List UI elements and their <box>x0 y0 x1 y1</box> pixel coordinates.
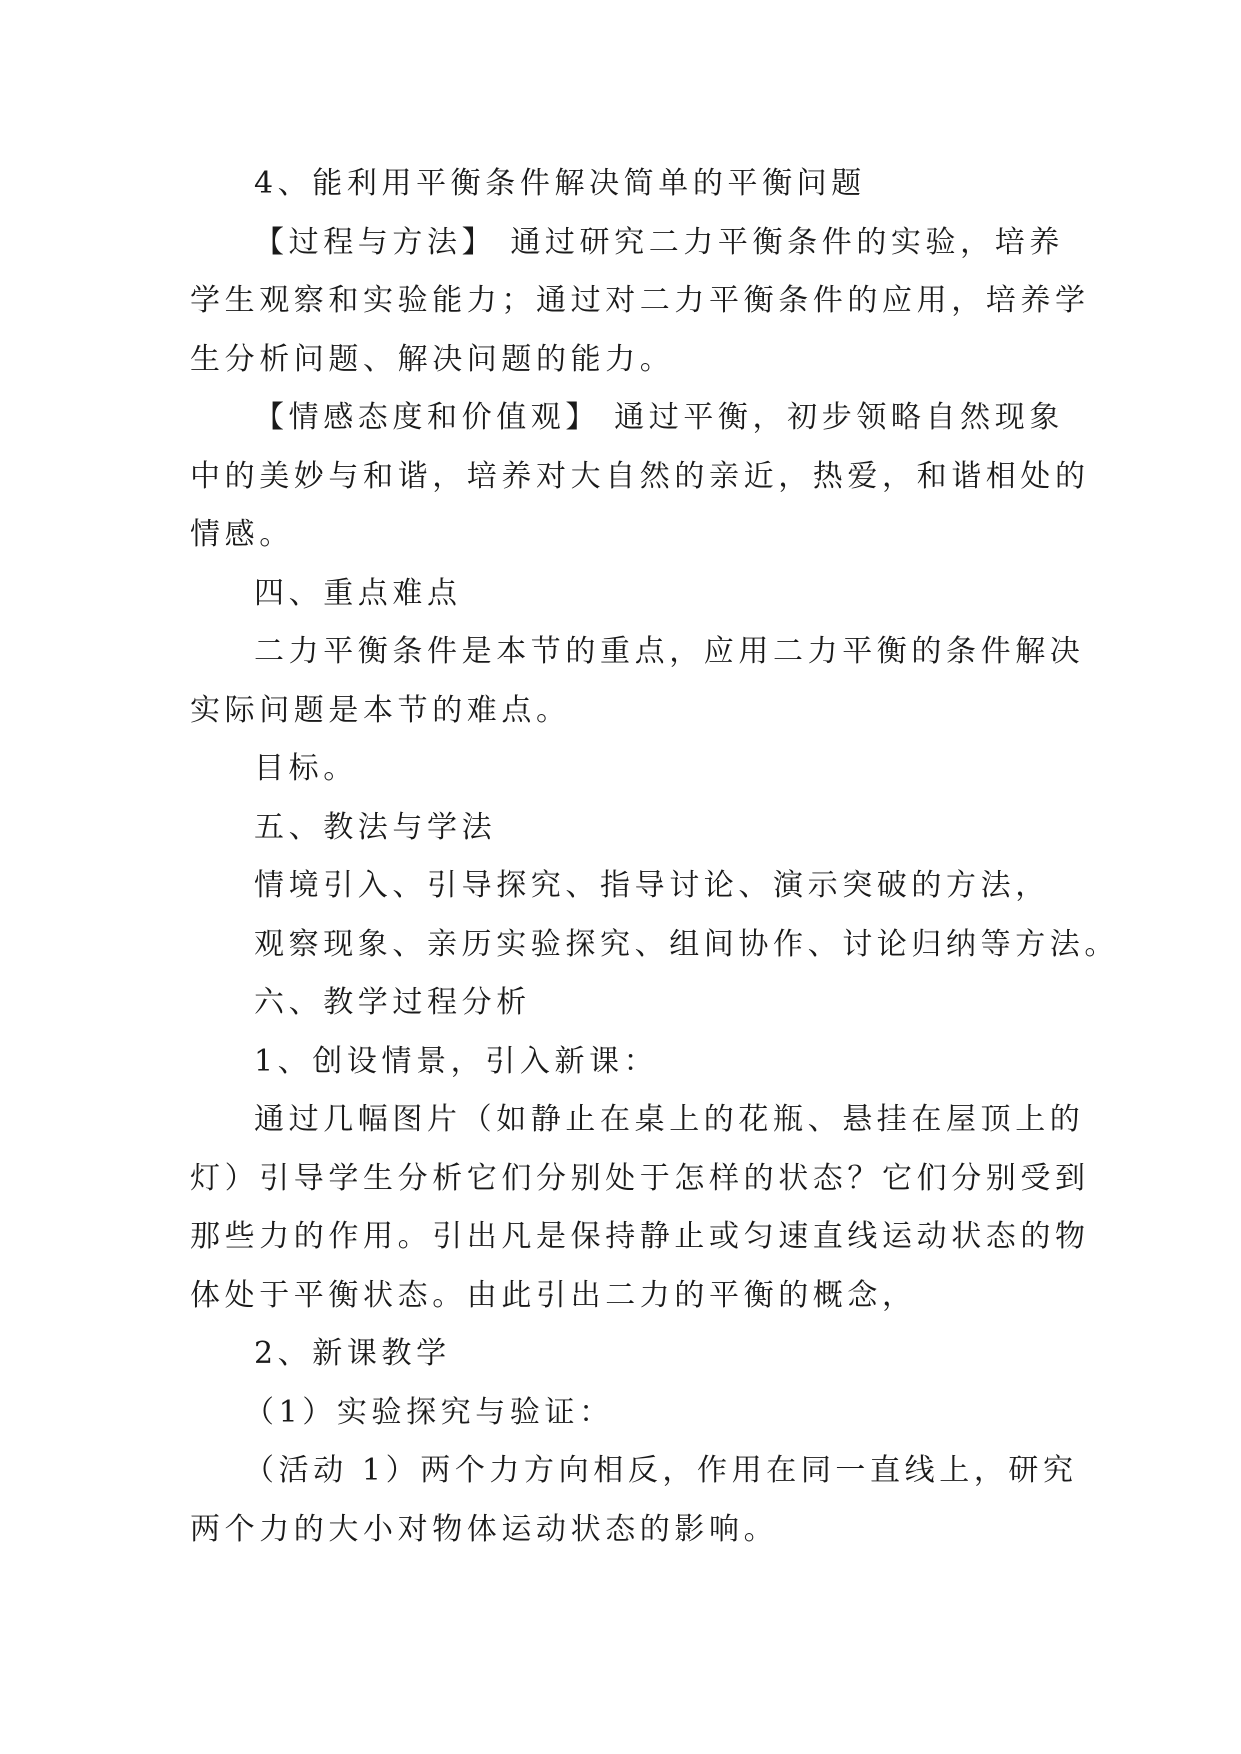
paragraph-line: 观察现象、亲历实验探究、组间协作、讨论归纳等方法。 <box>254 926 1119 962</box>
paragraph-line: 【过程与方法】 通过研究二力平衡条件的实验，培养 <box>254 224 1064 260</box>
paragraph-line: 两个力的大小对物体运动状态的影响。 <box>190 1511 779 1547</box>
document-body <box>190 155 1119 1559</box>
paragraph-line: 实际问题是本节的难点。 <box>190 692 571 728</box>
paragraph-line: 4、能利用平衡条件解决简单的平衡问题 <box>254 166 866 201</box>
paragraph-line: 目标。 <box>254 751 358 786</box>
subsection-heading: 1、创设情景，引入新课： <box>254 1043 659 1079</box>
paragraph-line: 生分析问题、解决问题的能力。 <box>190 341 675 377</box>
paragraph-line: 中的美妙与和谐，培养对大自然的亲近，热爱，和谐相处的 <box>190 458 1090 494</box>
paragraph-line: 二力平衡条件是本节的重点，应用二力平衡的条件解决 <box>254 634 1085 669</box>
paragraph-line: 通过几幅图片（如静止在桌上的花瓶、悬挂在屋顶上的 <box>254 1102 1085 1137</box>
subsection-heading: 2、新课教学 <box>254 1336 451 1371</box>
paragraph-line: 情境引入、引导探究、指导讨论、演示突破的方法， <box>254 868 1050 903</box>
subsection-heading: （1）实验探究与验证： <box>244 1394 614 1430</box>
section-heading: 四、重点难点 <box>254 575 462 611</box>
paragraph-line: 情感。 <box>190 517 294 552</box>
paragraph-line: 灯）引导学生分析它们分别处于怎样的状态？它们分别受到 <box>190 1160 1090 1196</box>
paragraph-line: 【情感态度和价值观】 通过平衡，初步领略自然现象 <box>254 400 1064 435</box>
section-heading: 六、教学过程分析 <box>254 985 531 1020</box>
section-heading: 五、教法与学法 <box>254 809 497 845</box>
paragraph-line: 那些力的作用。引出凡是保持静止或匀速直线运动状态的物 <box>190 1219 1090 1254</box>
paragraph-line: （活动 1）两个力方向相反，作用在同一直线上，研究 <box>244 1453 1078 1488</box>
paragraph-line: 体处于平衡状态。由此引出二力的平衡的概念， <box>190 1277 917 1313</box>
paragraph-line: 学生观察和实验能力；通过对二力平衡条件的应用，培养学 <box>190 283 1090 318</box>
